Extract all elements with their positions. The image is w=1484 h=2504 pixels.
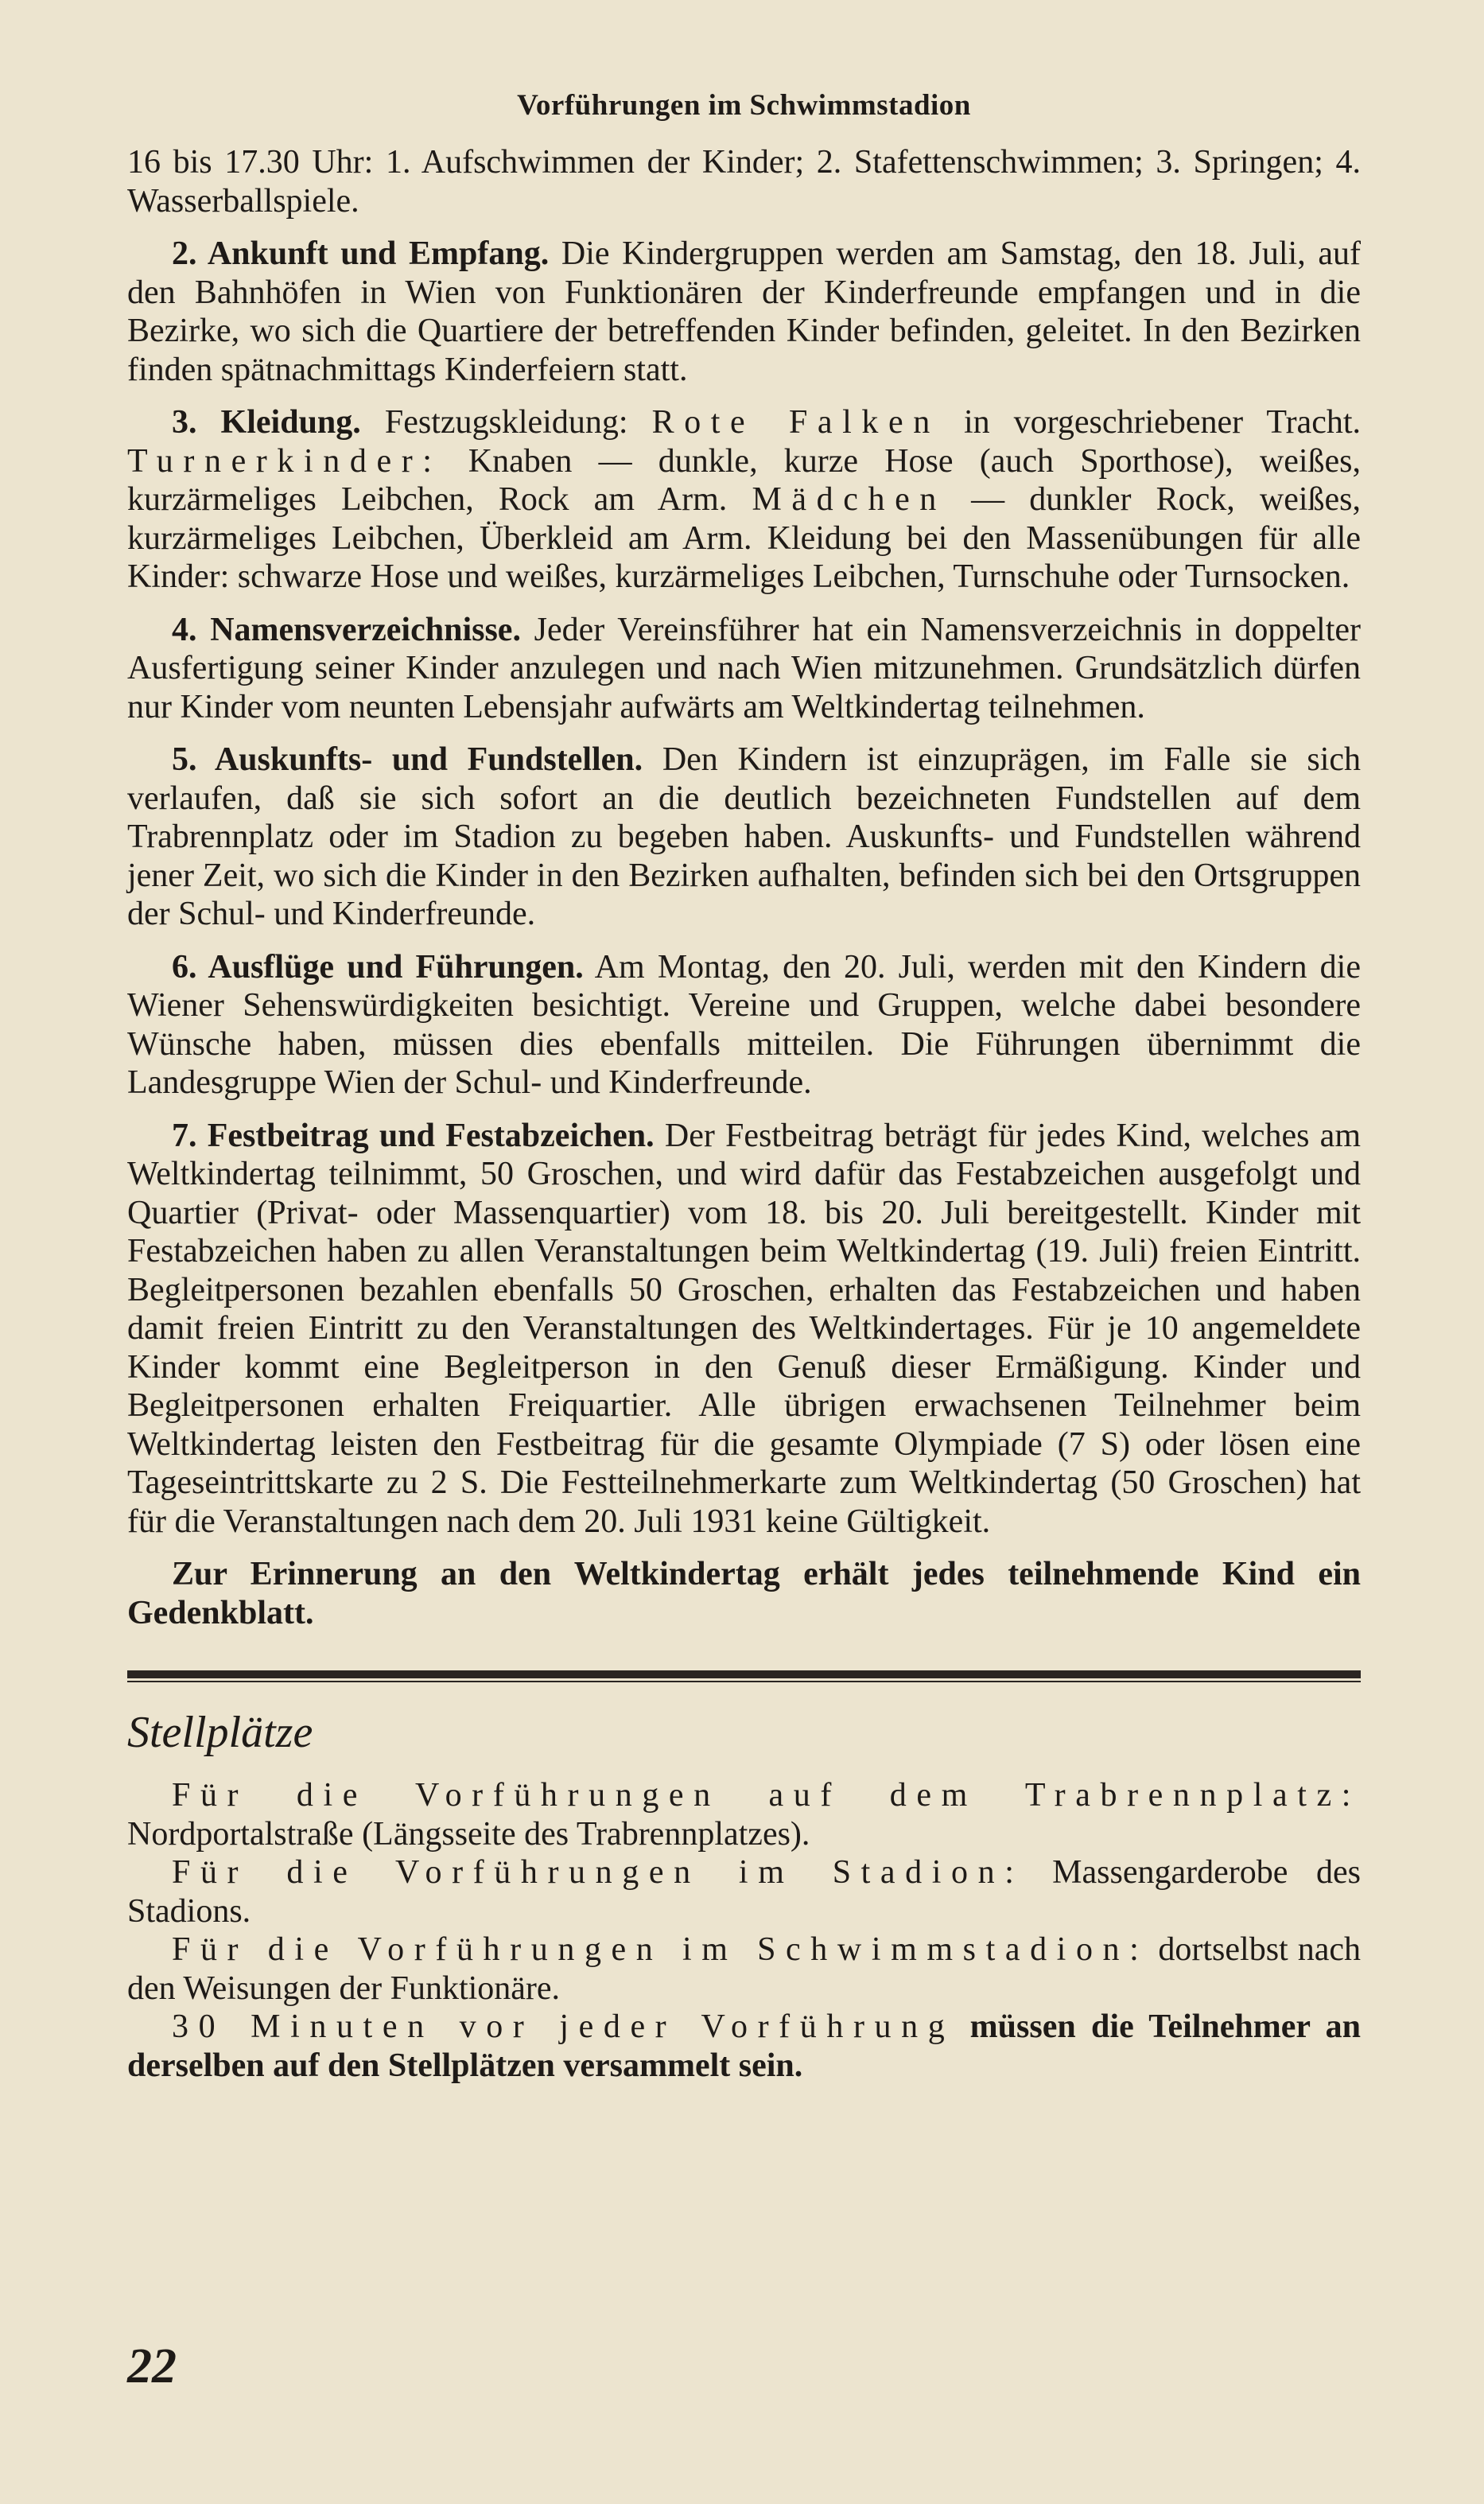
- stellplatz-entry: Für die Vorführungen im Stadion: Massengarderobe des Stadions.: [127, 1854, 1361, 1930]
- section-heading: Vorführungen im Schwimmstadion: [517, 89, 971, 122]
- item-title: 2. Ankunft und Empfang.: [172, 235, 550, 272]
- item-ankunft: 2. Ankunft und Empfang. Die Kindergruppen werden am Samstag, den 18. Juli, auf den Bahnhöfen in Wien von Funktionären der Kinderfreunde empfangen und in die Bezirke, wo sich die Quartiere der betreffenden Kinder befinden, geleitet. In den Bezirken finden spätnachmittags Kinderfeiern statt.: [127, 235, 1362, 388]
- divider-rule: [127, 1670, 1361, 1678]
- page-number: 22: [127, 2339, 177, 2393]
- item-title: 5. Auskunfts- und Fundstellen.: [172, 741, 643, 778]
- stellplatz-entry: Für die Vorführungen im Schwimmstadion: dortselbst nach den Weisungen der Funktionäre.: [127, 1931, 1361, 2007]
- item-title: 7. Festbeitrag und Festabzeichen.: [172, 1117, 655, 1154]
- item-title: 3. Kleidung.: [172, 404, 361, 441]
- divider-rule-thin: [127, 1681, 1361, 1682]
- item-kleidung: 3. Kleidung. Festzugskleidung: Rote Falken in vorgeschriebener Tracht. Turnerkinder: Knaben — dunkle, kurze Hose (auch Sporthose), weißes, kurzärmeliges Leibchen, Rock am Arm. Mädchen — dunkler Rock, weißes, kurzärmeliges Leibchen, Überkleid am Arm. Kleidung bei den Massenübungen für alle Kinder: schwarze Hose und weißes, kurzärmeliges Leibchen, Turnschuhe oder Turnsocken.: [127, 404, 1362, 595]
- closing-note: Zur Erinnerung an den Weltkindertag erhält jedes teilnehmende Kind ein Gedenkblatt.: [127, 1556, 1361, 1631]
- stellplaetze-title: Stellplätze: [127, 1708, 313, 1757]
- item-title: 4. Namensverzeichnisse.: [172, 611, 521, 648]
- item-fundstellen: 5. Auskunfts- und Fundstellen. Den Kindern ist einzuprägen, im Falle sie sich verlaufen, daß sie sich sofort an die deutlich bezeichneten Fundstellen auf dem Trabrennplatz oder im Stadion zu begeben haben. Auskunfts- und Fundstellen während jener Zeit, wo sich die Kinder in den Bezirken aufhalten, befinden sich bei den Ortsgruppen der Schul- und Kinderfreunde.: [127, 741, 1362, 932]
- item-festbeitrag: 7. Festbeitrag und Festabzeichen. Der Festbeitrag beträgt für jedes Kind, welches am Weltkindertag teilnimmt, 50 Groschen, und wird dafür das Festabzeichen ausgefolgt und Quartier (Privat- oder Massenquartier) vom 18. bis 20. Juli bereitgestellt. Kinder mit Festabzeichen haben zu allen Veranstaltungen beim Weltkindertag (19. Juli) freien Eintritt. Begleitpersonen bezahlen ebenfalls 50 Groschen, erhalten das Festabzeichen und haben damit freien Eintritt zu den Veranstaltungen des Weltkindertages. Für je 10 angemeldete Kinder kommt eine Begleitperson in den Genuß dieser Ermäßigung. Kinder und Begleitpersonen erhalten Freiquartier. Alle übrigen erwachsenen Teilnehmer beim Weltkindertag leisten den Festbeitrag für die gesamte Olympiade (7 S) oder lösen eine Tageseintrittskarte zu 2 S. Die Festteilnehmerkarte zum Weltkindertag (50 Groschen) hat für die Veranstaltungen nach dem 20. Juli 1931 keine Gültigkeit.: [127, 1117, 1361, 1540]
- schedule-intro: 16 bis 17.30 Uhr: 1. Aufschwimmen der Kinder; 2. Stafettenschwimmen; 3. Springen; 4. Wasserballspiele.: [127, 144, 1361, 220]
- stellplaetze-list: [127, 1776, 1361, 2085]
- stellplatz-entry: 30 Minuten vor jeder Vorführung müssen die Teilnehmer an derselben auf den Stellplätzen versammelt sein.: [127, 2008, 1362, 2084]
- item-namensverzeichnisse: 4. Namensverzeichnisse. Jeder Vereinsführer hat ein Namensverzeichnis in doppelter Ausfertigung seiner Kinder anzulegen und nach Wien mitzunehmen. Grundsätzlich dürfen nur Kinder vom neunten Lebensjahr aufwärts am Weltkindertag teilnehmen.: [127, 611, 1361, 725]
- item-ausfluege: 6. Ausflüge und Führungen. Am Montag, den 20. Juli, werden mit den Kindern die Wiener Sehenswürdigkeiten besichtigt. Vereine und Gruppen, welche dabei besondere Wünsche haben, müssen dies ebenfalls mitteilen. Die Führungen übernimmt die Landesgruppe Wien der Schul- und Kinderfreunde.: [127, 948, 1361, 1101]
- item-title: 6. Ausflüge und Führungen.: [172, 948, 584, 986]
- stellplatz-entry: Für die Vorführungen auf dem Trabrennplatz: Nordportalstraße (Längsseite des Trabrennplatzes).: [127, 1777, 1361, 1853]
